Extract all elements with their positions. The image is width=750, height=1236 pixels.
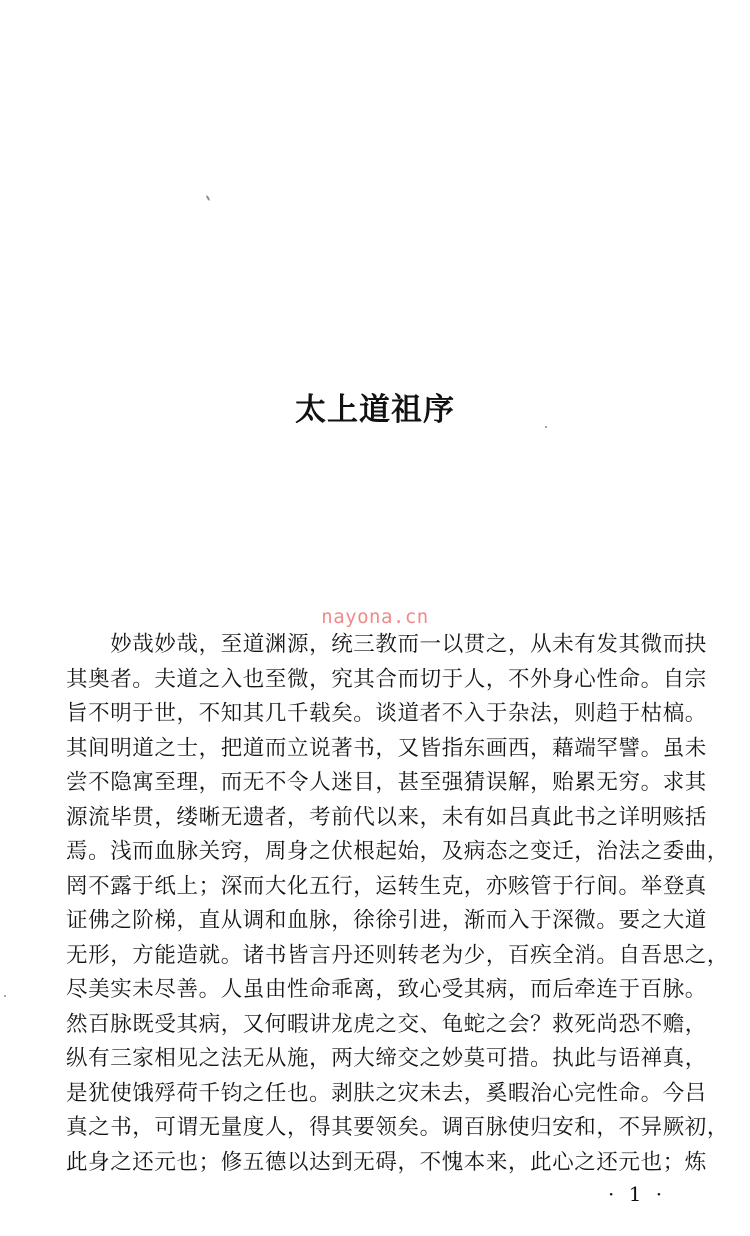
text-line: 其间明道之士，把道而立说著书，又皆指东画西，藉端罕譬。虽未 xyxy=(66,735,707,761)
page-title: 太上道祖序 xyxy=(295,392,455,428)
text-line: 罔不露于纸上；深而大化五行，运转生克，亦赅管于行间。举登真 xyxy=(66,873,707,899)
scan-speck xyxy=(4,995,6,997)
text-line: 尝不隐寓至理，而无不令人迷目，甚至强猜误解，贻累无穷。求其 xyxy=(66,770,707,795)
text-line: 真之书，可谓无量度人，得其要领矣。调百脉使归安和，不异厥初， xyxy=(66,1115,730,1140)
watermark-text: nayona.cn xyxy=(321,606,429,628)
preface-body xyxy=(66,628,730,1180)
text-line: 焉。浅而血脉关窍，周身之伏根起始，及病态之变迁，治法之委曲， xyxy=(66,839,730,864)
page-number: · 1 · xyxy=(608,1182,667,1206)
text-line: 旨不明于世，不知其几千载矣。谈道者不入于杂法，则趋于枯槁。 xyxy=(66,701,707,726)
text-line: 是犹使饿殍荷千钧之任也。剥肤之灾未去，奚暇治心完性命。今吕 xyxy=(66,1080,707,1106)
text-line: 尽美实未尽善。人虽由性命乖离，致心受其病，而后牵连于百脉。 xyxy=(66,977,707,1002)
text-line: 妙哉妙哉，至道渊源，统三教而一以贯之，从未有发其微而抉 xyxy=(66,632,707,657)
text-line: 然百脉既受其病，又何暇讲龙虎之交、龟蛇之会？救死尚恐不赡， xyxy=(66,1011,707,1037)
text-line: 源流毕贯，缕晰无遗者，考前代以来，未有如吕真此书之详明赅括 xyxy=(66,804,707,830)
text-line: 无形，方能造就。诸书皆言丹还则转老为少，百疾全消。自吾思之， xyxy=(66,942,730,968)
text-line: 证佛之阶梯，直从调和血脉，徐徐引进，渐而入于深微。要之大道 xyxy=(66,908,707,933)
text-line: 其奥者。夫道之入也至微，究其合而切于人，不外身心性命。自宗 xyxy=(66,666,707,692)
scan-speck xyxy=(206,195,211,201)
text-line: 纵有三家相见之法无从施，两大缔交之妙莫可措。执此与语禅真， xyxy=(66,1046,707,1071)
text-line: 此身之还元也；修五德以达到无碍，不愧本来，此心之还元也；炼 xyxy=(66,1149,707,1175)
